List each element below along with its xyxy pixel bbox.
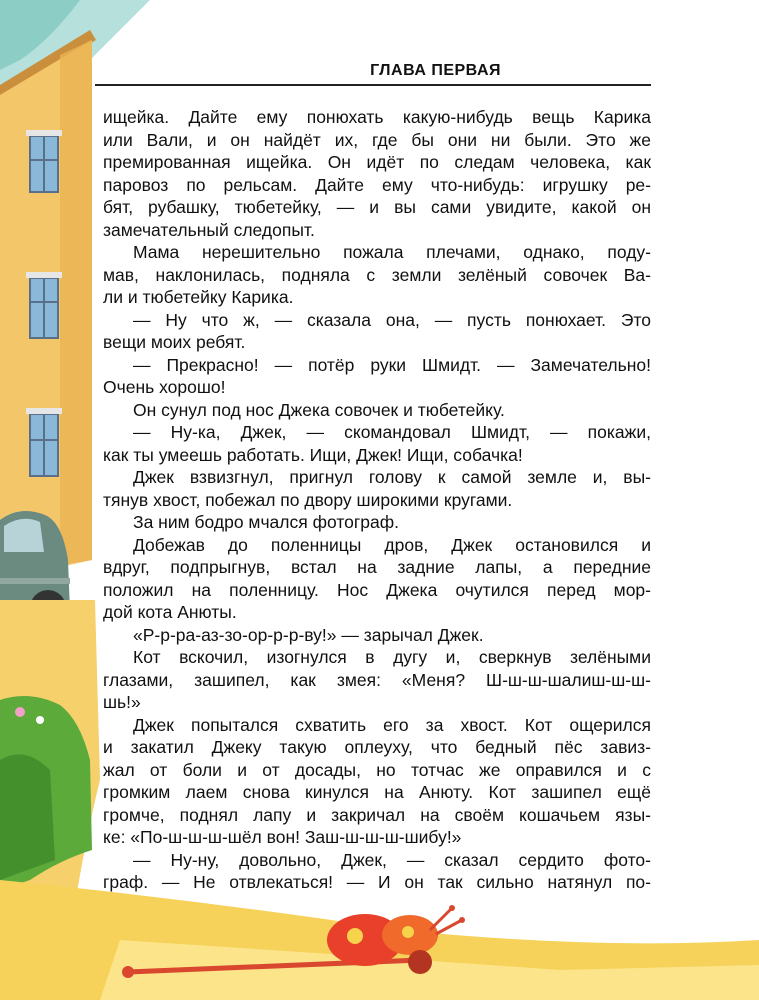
text-line: ке: «По-ш-ш-ш-шёл вон! Заш-ш-ш-ш-шибу!» — [103, 827, 462, 847]
text-line: дой кота Анюты. — [103, 602, 237, 622]
building-shade — [60, 40, 92, 565]
text-line: положил на поленницу. Нос Джека очутился перед мор- — [103, 579, 651, 600]
text-line: вдруг, подпрыгнув, встал на задние лапы, а передние — [103, 557, 651, 577]
text-line: граф. — Не отвлекаться! — И он так сильно натянул по- — [103, 872, 651, 892]
flower — [15, 707, 25, 717]
text-line: вещи моих ребят. — [103, 332, 246, 352]
text-line: Он сунул под нос Джека совочек и тюбетейку. — [133, 399, 505, 420]
text-line: Добежав до поленницы дров, Джек остановился и — [133, 534, 651, 555]
text-line: Очень хорошо! — [103, 377, 226, 397]
text-line: громче, поднял лапу и закричал на своём кошачьем язы- — [103, 804, 651, 825]
text-line: Джек попытался схватить его за хвост. Кот ощерился — [133, 714, 651, 735]
window-2 — [26, 272, 62, 338]
text-line: ищейка. Дайте ему понюхать какую-нибудь вещь Карика — [103, 107, 651, 127]
text-line: — Ну что ж, — сказала она, — пусть понюхает. Это — [133, 309, 651, 330]
text-line: бят, рубашку, тюбетейку, — и вы сами увидите, какой он — [103, 197, 651, 217]
text-line: — Ну-ну, довольно, Джек, — сказал сердито фото- — [133, 849, 651, 870]
text-line: жал от боли и от досады, но тотчас же оправился и с — [103, 759, 651, 780]
text-line: ли и тюбетейку Карика. — [103, 287, 294, 307]
text-line: Кот вскочил, изогнулся в дугу и, сверкнув зелёными — [133, 647, 651, 667]
text-line: или Вали, и он найдёт их, где бы они ни были. Это же — [103, 129, 651, 150]
text-line: За ним бодро мчался фотограф. — [133, 512, 399, 532]
text-line: замечательный следопыт. — [103, 219, 315, 240]
text-line: — Ну-ка, Джек, — скомандовал Шмидт, — покажи, — [133, 422, 651, 442]
grass-dark — [0, 754, 55, 880]
text-line: паровоз по рельсам. Дайте ему что-нибудь: игрушку ре- — [103, 174, 651, 195]
text-line: и закатил Джеку такую оплеуху, что бедный пёс завиз- — [103, 737, 651, 757]
window-3 — [26, 408, 62, 476]
text-line: громким лаем снова кинулся на Анюту. Кот зашипел ещё — [103, 782, 651, 802]
window-1 — [26, 130, 62, 192]
text-line: тянув хвост, побежал по двору широкими кругами. — [103, 489, 513, 510]
text-line: глазами, зашипел, как змея: «Меня? Ш-ш-ш-шалиш-ш-ш- — [103, 669, 651, 690]
text-line: шь!» — [103, 692, 141, 712]
text-line: как ты умеешь работать. Ищи, Джек! Ищи, собачка! — [103, 444, 523, 465]
text-line: — Прекрасно! — потёр руки Шмидт. — Замечательно! — [133, 354, 651, 375]
flower-2 — [36, 716, 44, 724]
chapter-title: ГЛАВА ПЕРВАЯ — [370, 62, 501, 79]
chapter-header — [95, 62, 651, 86]
text-line: мав, наклонилась, подняла с земли зелёный совочек Ва- — [103, 264, 651, 285]
body-text — [103, 106, 651, 894]
text-line: Мама нерешительно пожала плечами, однако, поду- — [133, 242, 651, 262]
text-line: премированная ищейка. Он идёт по следам человека, как — [103, 152, 651, 172]
text-line: Джек взвизгнул, пригнул голову к самой земле и, вы- — [133, 467, 651, 487]
text-line: «Р-р-ра-аз-зо-ор-р-р-ву!» — зарычал Джек. — [133, 624, 484, 645]
